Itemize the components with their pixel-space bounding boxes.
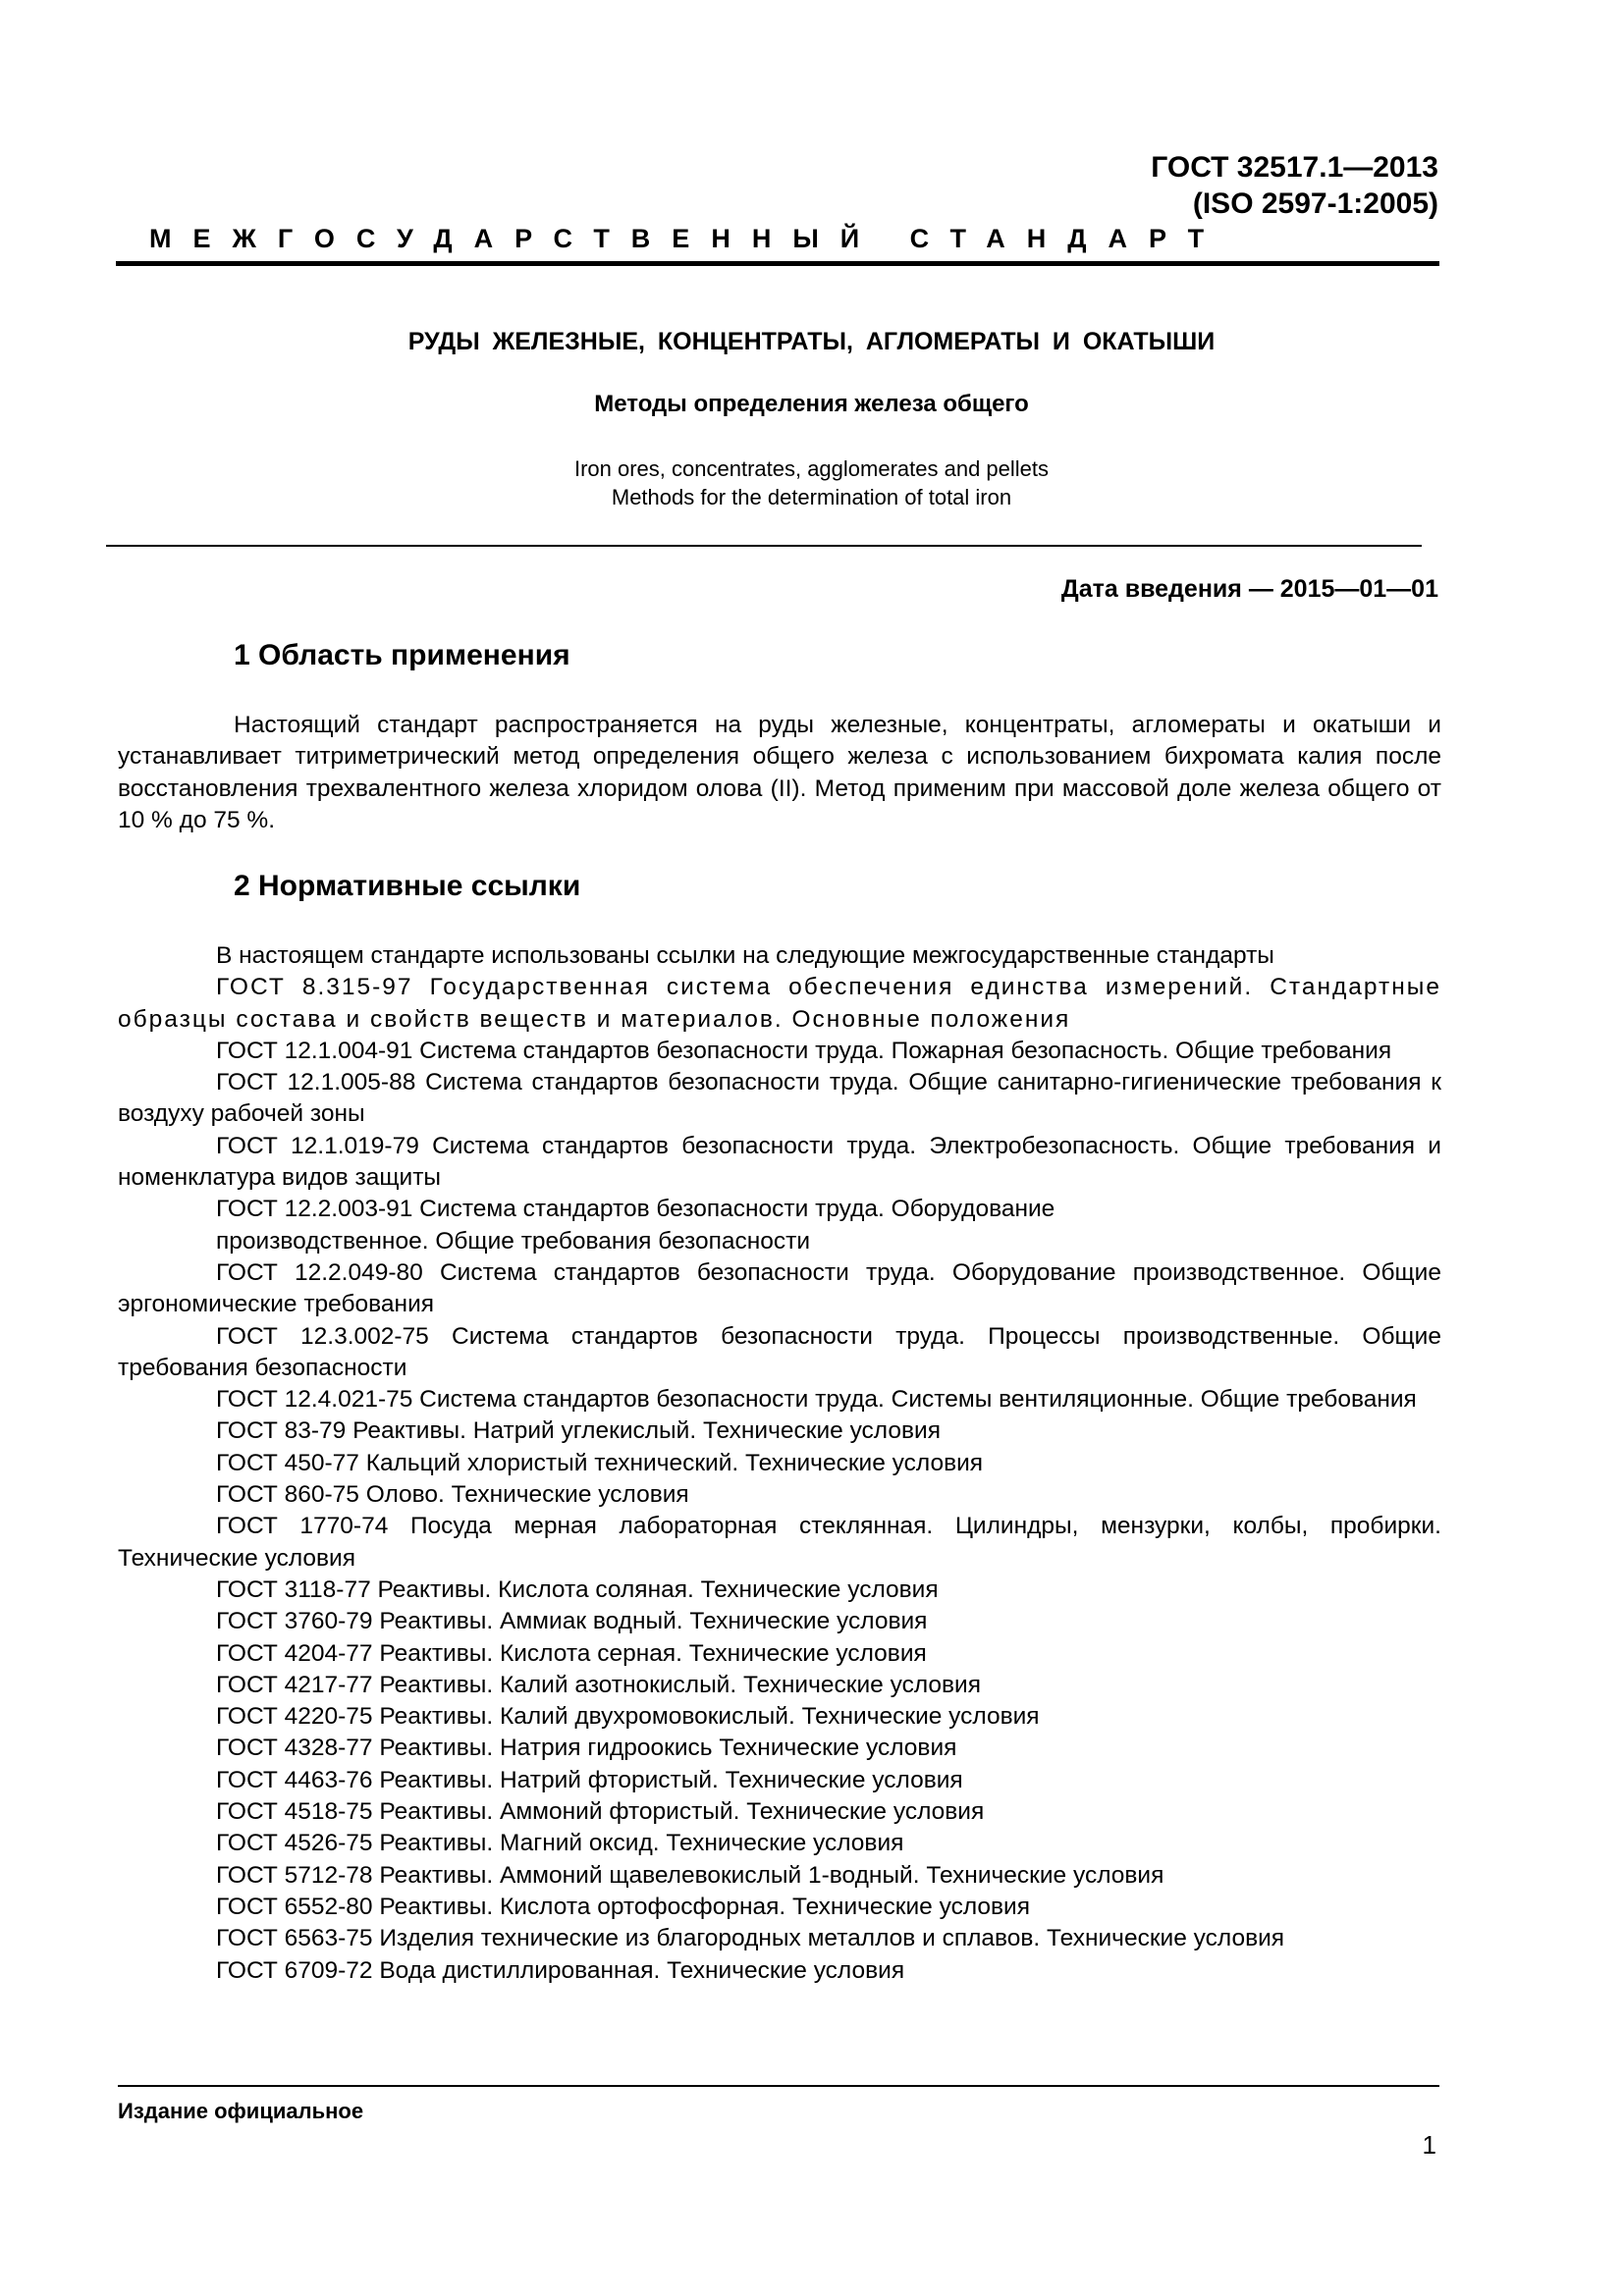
references-intro: В настоящем стандарте использованы ссылки на следующие межгосударственные стандарты — [216, 942, 1274, 969]
reference-item — [118, 1194, 1441, 1257]
reference-item: ГОСТ 4526-75 Реактивы. Магний оксид. Технические условия — [216, 1830, 904, 1857]
english-title — [0, 454, 1623, 511]
reference-item: ГОСТ 4204-77 Реактивы. Кислота серная. Технические условия — [216, 1639, 927, 1667]
section-1-paragraph: Настоящий стандарт распространяется на руды железные, концентраты, агломераты и окатыши и устанавливает титриметрический метод определения общего железа с использованием бихромата калия после восстановления трехвалентного железа хлоридом олова (II). Метод применим при массовой доле железа общего от 10 % до 75 %. — [118, 712, 1441, 833]
standard-type: МЕЖГОСУДАРСТВЕННЫЙ СТАНДАРТ — [149, 224, 1226, 253]
reference-item: ГОСТ 83-79 Реактивы. Натрий углекислый. Технические условия — [216, 1417, 941, 1445]
reference-item: ГОСТ 12.4.021-75 Система стандартов безопасности труда. Системы вентиляционные. Общие требования — [216, 1386, 1417, 1414]
section-1-body — [118, 710, 1441, 836]
reference-item: ГОСТ 3760-79 Реактивы. Аммиак водный. Технические условия — [216, 1608, 928, 1635]
reference-item: ГОСТ 12.1.019-79 Система стандартов безопасности труда. Электробезопасность. Общие требования и номенклатура видов защиты — [118, 1132, 1441, 1192]
reference-item: ГОСТ 8.315-97 Государственная система обеспечения единства измерений. Стандартные образцы состава и свойств веществ и материалов. Основные положения — [118, 974, 1441, 1033]
reference-item: ГОСТ 1770-74 Посуда мерная лабораторная стеклянная. Цилиндры, мензурки, колбы, пробирки. Технические условия — [118, 1513, 1441, 1572]
english-title-line-2: Methods for the determination of total iron — [611, 485, 1012, 509]
section-2-heading: 2 Нормативные ссылки — [234, 870, 581, 902]
reference-item: ГОСТ 12.1.005-88 Система стандартов безопасности труда. Общие санитарно-гигиенические требования к воздуху рабочей зоны — [118, 1069, 1441, 1128]
reference-item: ГОСТ 12.2.049-80 Система стандартов безопасности труда. Оборудование производственное. Общие эргономические требования — [118, 1258, 1441, 1318]
reference-item: ГОСТ 12.1.004-91 Система стандартов безопасности труда. Пожарная безопасность. Общие требования — [216, 1037, 1392, 1064]
document-title: РУДЫ ЖЕЛЕЗНЫЕ, КОНЦЕНТРАТЫ, АГЛОМЕРАТЫ И ОКАТЫШИ — [407, 328, 1216, 355]
reference-item: ГОСТ 5712-78 Реактивы. Аммоний щавелевокислый 1-водный. Технические условия — [216, 1861, 1164, 1889]
page-number: 1 — [1422, 2130, 1436, 2160]
reference-item: ГОСТ 860-75 Олово. Технические условия — [216, 1481, 689, 1509]
reference-item-line-1: ГОСТ 12.2.003-91 Система стандартов безопасности труда. Оборудование — [216, 1196, 1055, 1223]
reference-item: ГОСТ 6709-72 Вода дистиллированная. Технические условия — [216, 1956, 905, 1984]
reference-item: ГОСТ 4328-77 Реактивы. Натрия гидроокись Технические условия — [216, 1735, 957, 1762]
reference-item: ГОСТ 3118-77 Реактивы. Кислота соляная. Технические условия — [216, 1575, 939, 1603]
english-title-line-1: Iron ores, concentrates, agglomerates and pellets — [573, 456, 1050, 481]
section-1-heading: 1 Область применения — [234, 639, 570, 671]
gost-number: ГОСТ 32517.1—2013 — [1151, 151, 1438, 184]
document-subtitle: Методы определения железа общего — [594, 391, 1029, 417]
gost-designation — [1151, 149, 1438, 222]
reference-item: ГОСТ 4518-75 Реактивы. Аммоний фтористый. Технические условия — [216, 1798, 985, 1826]
title-rule — [106, 545, 1422, 547]
introduction-date: Дата введения — 2015—01—01 — [1060, 575, 1438, 603]
reference-item-line-2: производственное. Общие требования безопасности — [216, 1227, 811, 1255]
iso-number: (ISO 2597-1:2005) — [1192, 187, 1438, 220]
reference-item: ГОСТ 4463-76 Реактивы. Натрий фтористый. Технические условия — [216, 1766, 963, 1793]
reference-item: ГОСТ 6563-75 Изделия технические из благородных металлов и сплавов. Технические условия — [216, 1925, 1285, 1952]
reference-item: ГОСТ 4217-77 Реактивы. Калий азотнокислый. Технические условия — [216, 1671, 981, 1698]
reference-item: ГОСТ 12.3.002-75 Система стандартов безопасности труда. Процессы производственные. Общие требования безопасности — [118, 1322, 1441, 1381]
section-2-body — [118, 940, 1441, 1987]
footer-rule — [118, 2085, 1439, 2087]
references-list — [118, 940, 1441, 1987]
header-rule — [116, 261, 1439, 266]
reference-item: ГОСТ 4220-75 Реактивы. Калий двухромовокислый. Технические условия — [216, 1703, 1040, 1731]
reference-item: ГОСТ 6552-80 Реактивы. Кислота ортофосфорная. Технические условия — [216, 1893, 1030, 1920]
edition-note: Издание официальное — [118, 2099, 364, 2123]
reference-item: ГОСТ 450-77 Кальций хлористый технический. Технические условия — [216, 1449, 984, 1476]
